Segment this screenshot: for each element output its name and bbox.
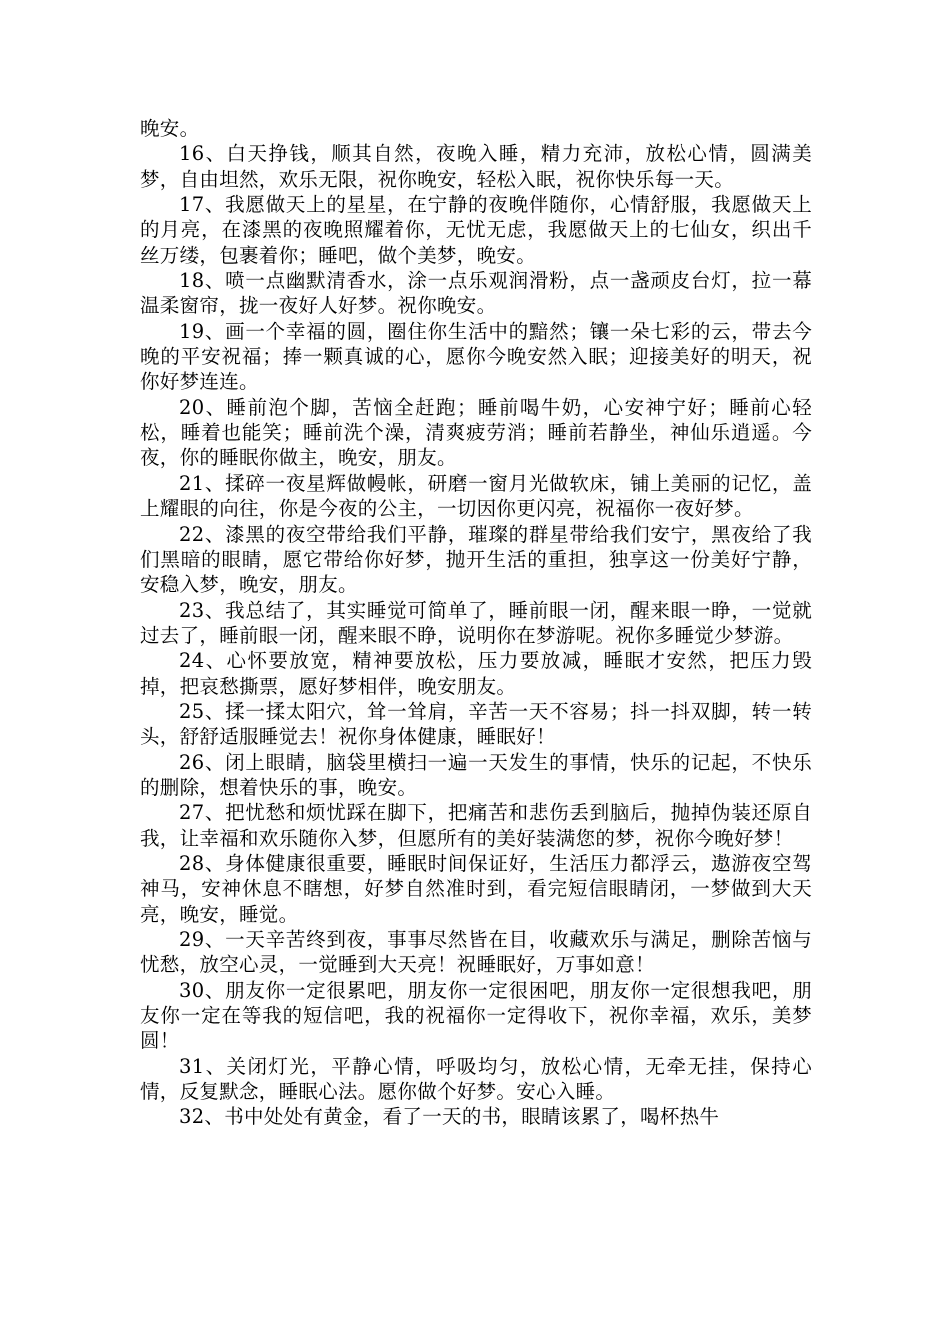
- paragraph-16: 16、白天挣钱，顺其自然，夜晚入睡，精力充沛，放松心情，圆满美梦，自由坦然，欢乐无限，祝你晚安，轻松入眠，祝你快乐每一天。: [140, 142, 812, 191]
- paragraph-18: 18、喷一点幽默清香水，涂一点乐观润滑粉，点一盏顽皮台灯，拉一幕温柔窗帘，拢一夜好人好梦。祝你晚安。: [140, 269, 812, 318]
- paragraph-19: 19、画一个幸福的圆，圈住你生活中的黯然；镶一朵七彩的云，带去今晚的平安祝福；捧一颗真诚的心，愿你今晚安然入眠；迎接美好的明天，祝你好梦连连。: [140, 319, 812, 394]
- paragraph-continuation: 晚安。: [140, 117, 200, 140]
- document-body: [140, 116, 812, 1130]
- paragraph-26: 26、闭上眼睛，脑袋里横扫一遍一天发生的事情，快乐的记起，不快乐的删除，想着快乐的事，晚安。: [140, 750, 812, 799]
- paragraph-17: 17、我愿做天上的星星，在宁静的夜晚伴随你，心情舒服，我愿做天上的月亮，在漆黑的夜晚照耀着你，无忧无虑，我愿做天上的七仙女，织出千丝万缕，包裹着你；睡吧，做个美梦，晚安。: [140, 193, 812, 267]
- paragraph-29: 29、一天辛苦终到夜，事事尽然皆在目，收藏欢乐与满足，删除苦恼与忧愁，放空心灵，一觉睡到大天亮！祝睡眠好，万事如意！: [140, 928, 812, 977]
- paragraph-20: 20、睡前泡个脚，苦恼全赶跑；睡前喝牛奶，心安神宁好；睡前心轻松，睡着也能笑；睡前洗个澡，清爽疲劳消；睡前若静坐，神仙乐逍遥。今夜，你的睡眠你做主，晚安，朋友。: [140, 395, 812, 470]
- paragraph-22: 22、漆黑的夜空带给我们平静，璀璨的群星带给我们安宁，黑夜给了我们黑暗的眼睛，愿它带给你好梦，抛开生活的重担，独享这一份美好宁静，安稳入梦，晚安，朋友。: [140, 522, 812, 597]
- paragraph-25: 25、揉一揉太阳穴，耸一耸肩，辛苦一天不容易；抖一抖双脚，转一转头，舒舒适服睡觉去！祝你身体健康，睡眠好！: [140, 699, 812, 749]
- paragraph-21: 21、揉碎一夜星辉做幔帐，研磨一窗月光做软床，铺上美丽的记忆，盖上耀眼的向往，你是今夜的公主，一切因你更闪亮，祝福你一夜好梦。: [140, 471, 812, 521]
- paragraph-31: 31、关闭灯光，平静心情，呼吸均匀，放松心情，无牵无挂，保持心情，反复默念，睡眠心法。愿你做个好梦。安心入睡。: [140, 1054, 812, 1104]
- paragraph-28: 28、身体健康很重要，睡眠时间保证好，生活压力都浮云，遨游夜空驾神马，安神休息不瞎想，好梦自然准时到，看完短信眼睛闭，一梦做到大天亮，晚安，睡觉。: [140, 851, 812, 926]
- paragraph-23: 23、我总结了，其实睡觉可简单了，睡前眼一闭，醒来眼一睁，一觉就过去了，睡前眼一闭，醒来眼不睁，说明你在梦游呢。祝你多睡觉少梦游。: [140, 598, 812, 647]
- paragraph-27: 27、把忧愁和烦忧踩在脚下，把痛苦和悲伤丢到脑后，抛掉伪装还原自我，让幸福和欢乐随你入梦，但愿所有的美好装满您的梦，祝你今晚好梦！: [140, 801, 812, 850]
- paragraph-30: 30、朋友你一定很累吧，朋友你一定很困吧，朋友你一定很想我吧，朋友你一定在等我的短信吧，我的祝福你一定得收下，祝你幸福，欢乐，美梦圆！: [140, 978, 812, 1053]
- paragraph-24: 24、心怀要放宽，精神要放松，压力要放减，睡眠才安然，把压力毁掉，把哀愁撕票，愿好梦相伴，晚安朋友。: [140, 649, 812, 698]
- paragraph-32: 32、书中处处有黄金，看了一天的书，眼睛该累了，喝杯热牛: [179, 1105, 720, 1129]
